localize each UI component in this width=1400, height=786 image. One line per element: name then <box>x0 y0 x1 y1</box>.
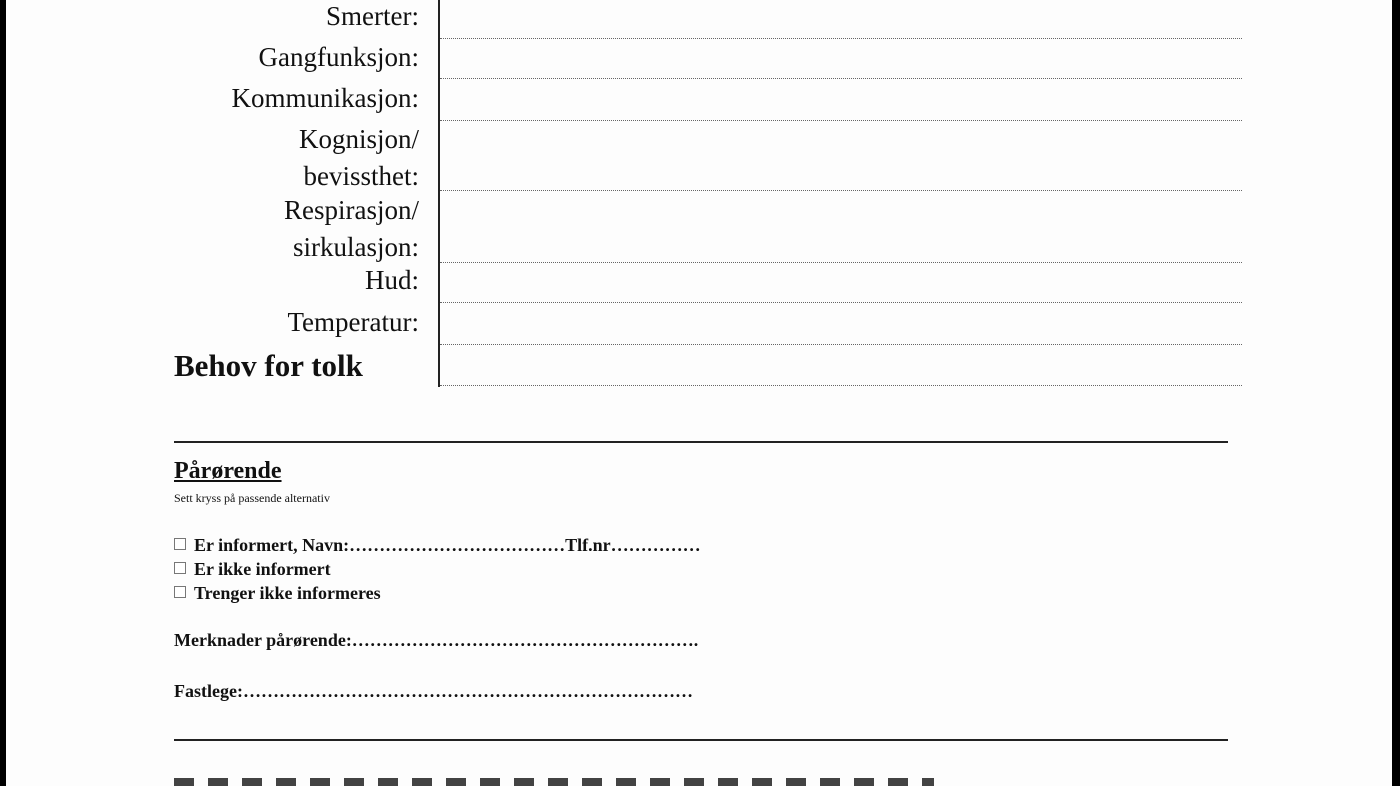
kognisjon-label-line1: Kognisjon/ <box>298 124 419 154</box>
behov-for-tolk-line[interactable] <box>440 385 1242 386</box>
smerter-line[interactable] <box>440 38 1242 39</box>
temperatur-label: Temperatur: <box>287 307 419 337</box>
checkbox-er-informert[interactable] <box>174 538 186 550</box>
respirasjon-label-line2: sirkulasjon: <box>293 232 419 262</box>
option-er-informert-label: Er informert, Navn:………………………………Tlf.nr…………… <box>194 535 701 555</box>
parorende-instruction: Sett kryss på passende alternativ <box>174 491 330 505</box>
form-page <box>6 0 1392 786</box>
gangfunksjon-label: Gangfunksjon: <box>258 42 419 72</box>
option-er-ikke-informert-label: Er ikke informert <box>194 559 331 579</box>
checkbox-trenger-ikke-informeres[interactable] <box>174 586 186 598</box>
fastlege-field[interactable]: Fastlege:………………………………………………………………… <box>174 681 693 701</box>
hud-line[interactable] <box>440 302 1242 303</box>
kognisjon-label <box>299 121 419 195</box>
temperatur-line[interactable] <box>440 344 1242 345</box>
behov-for-tolk-label: Behov for tolk <box>174 348 363 383</box>
hud-label: Hud: <box>365 265 419 295</box>
kognisjon-label-line2: bevissthet: <box>303 161 419 191</box>
parorende-heading: Pårørende <box>174 458 282 484</box>
merknader-parorende-field[interactable]: Merknader pårørende:…………………………………………………. <box>174 630 699 650</box>
kognisjon-line[interactable] <box>440 190 1242 191</box>
option-er-ikke-informert <box>174 559 331 580</box>
kommunikasjon-label: Kommunikasjon: <box>231 83 419 113</box>
respirasjon-label <box>284 192 419 266</box>
option-trenger-ikke-informeres-label: Trenger ikke informeres <box>194 583 381 603</box>
option-er-informert <box>174 535 701 556</box>
smerter-label: Smerter: <box>326 1 419 31</box>
respirasjon-label-line1: Respirasjon/ <box>284 195 419 225</box>
section-divider-top <box>174 441 1228 443</box>
kommunikasjon-line[interactable] <box>440 120 1242 121</box>
gangfunksjon-line[interactable] <box>440 78 1242 79</box>
respirasjon-line[interactable] <box>440 262 1242 263</box>
checkbox-er-ikke-informert[interactable] <box>174 562 186 574</box>
cut-off-text-fragment <box>174 778 934 786</box>
section-divider-bottom <box>174 739 1228 741</box>
column-divider <box>438 0 440 387</box>
option-trenger-ikke-informeres <box>174 583 381 604</box>
